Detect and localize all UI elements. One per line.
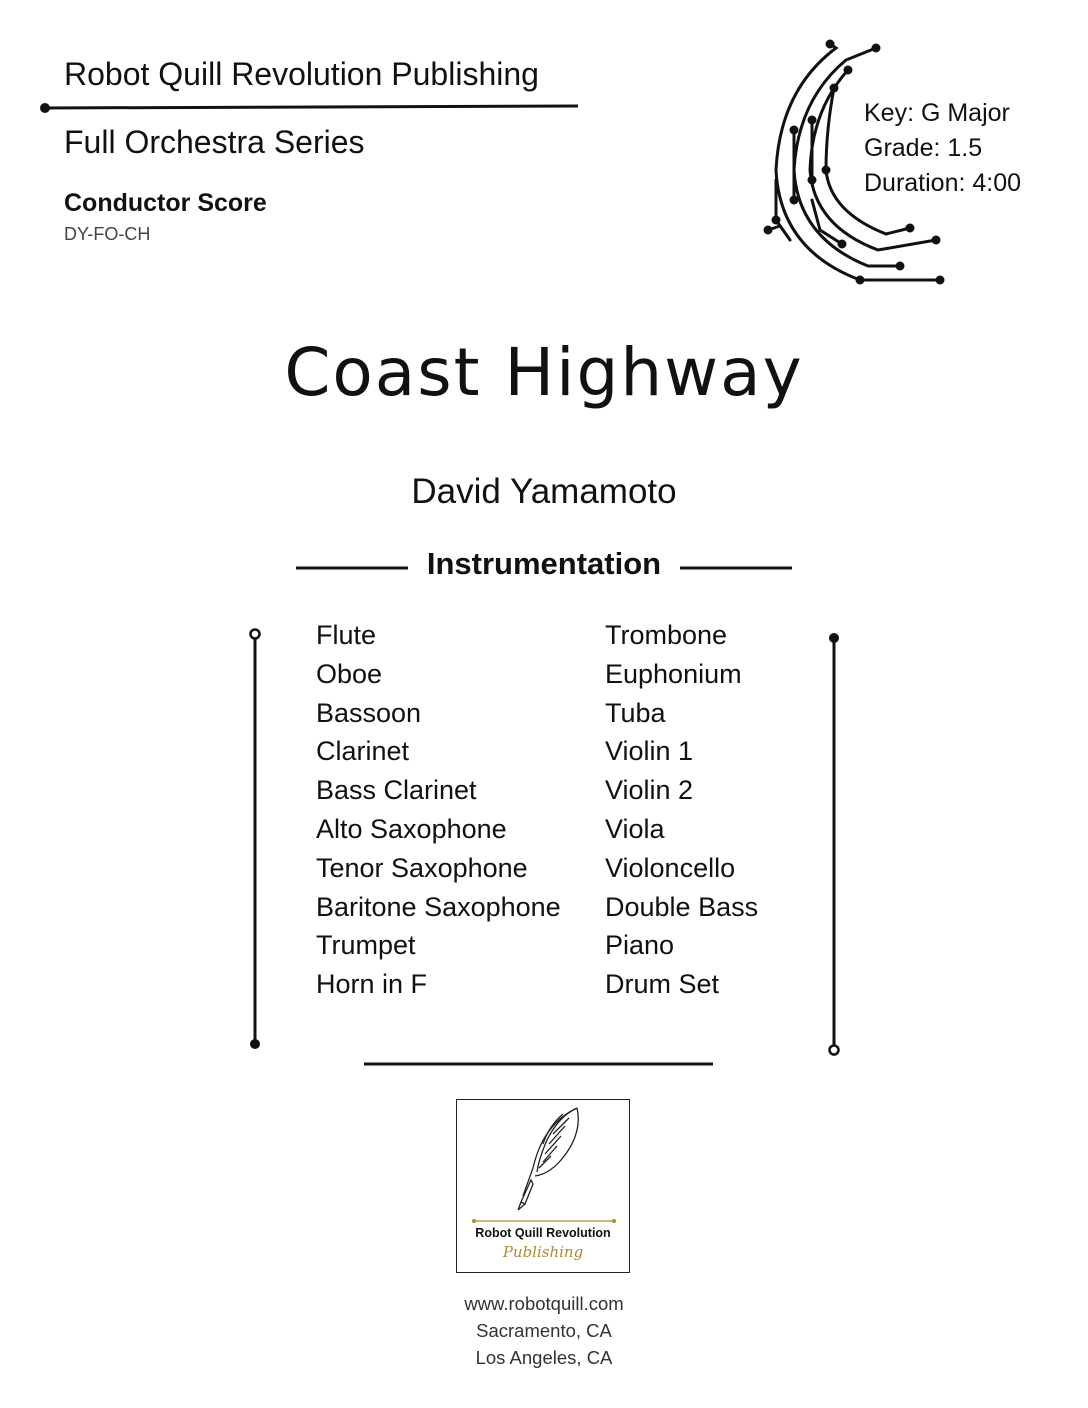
list-item: Piano	[605, 930, 675, 961]
list-item: Trumpet	[316, 930, 416, 961]
location-los-angeles: Los Angeles, CA	[475, 1347, 613, 1368]
list-item: Double Bass	[605, 891, 759, 922]
list-item: Oboe	[316, 658, 383, 689]
instrumentation-heading: Instrumentation	[426, 546, 662, 581]
list-item: Euphonium	[605, 658, 742, 689]
catalog-code: DY-FO-CH	[64, 224, 151, 244]
quill-pen-icon	[503, 1104, 587, 1216]
piece-title: Coast Highway	[284, 334, 804, 411]
composer-name: David Yamamoto	[411, 472, 677, 511]
piece-meta	[864, 96, 1021, 201]
list-item: Bass Clarinet	[316, 775, 477, 806]
grade-label: Grade: 1.5	[864, 134, 983, 162]
publisher-name: Robot Quill Revolution Publishing	[64, 56, 539, 92]
list-item: Violin 1	[605, 736, 694, 767]
list-item: Clarinet	[316, 736, 410, 767]
series-name: Full Orchestra Series	[64, 124, 365, 160]
list-item: Alto Saxophone	[316, 813, 507, 844]
list-item: Bassoon	[316, 697, 422, 728]
list-item: Drum Set	[605, 969, 720, 1000]
list-item: Baritone Saxophone	[316, 891, 561, 922]
contact-info	[0, 1290, 1088, 1371]
list-item: Violin 2	[605, 775, 694, 806]
location-sacramento: Sacramento, CA	[476, 1320, 612, 1341]
instrument-list-left	[316, 616, 561, 1004]
list-item: Horn in F	[316, 969, 428, 1000]
logo-name: Robot Quill Revolution	[475, 1226, 611, 1240]
list-item: Flute	[316, 620, 377, 650]
website-link[interactable]: www.robotquill.com	[464, 1293, 624, 1314]
logo-divider	[471, 1218, 617, 1224]
list-item: Tuba	[605, 697, 666, 728]
list-item: Violoncello	[605, 852, 736, 883]
score-type: Conductor Score	[64, 189, 267, 217]
instrument-list-right	[605, 616, 758, 1004]
publisher-logo	[456, 1099, 630, 1273]
logo-script: Publishing	[502, 1243, 584, 1261]
list-item: Trombone	[605, 620, 728, 650]
duration-label: Duration: 4:00	[864, 169, 1022, 197]
list-item: Tenor Saxophone	[316, 852, 528, 883]
list-item: Viola	[605, 813, 665, 844]
key-label: Key: G Major	[864, 99, 1010, 127]
